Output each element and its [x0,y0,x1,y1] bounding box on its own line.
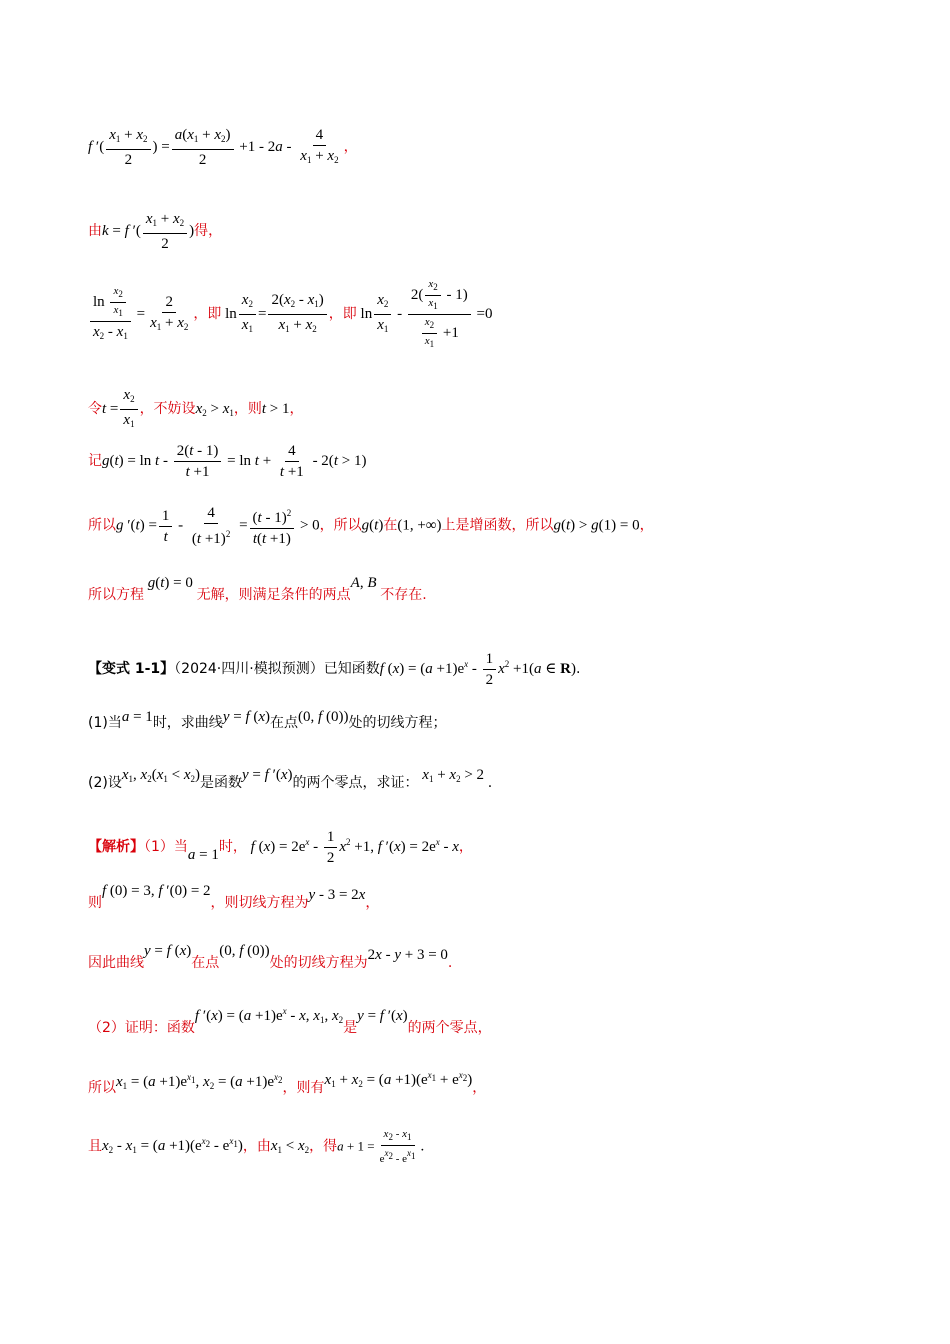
question-1: (1)当a = 1时，求曲线y = f (x)在点(0, f (0))处的切线方程； [88,709,447,731]
log-ratio-line: ln $\frac{x_2}{x_1}$ $x_2 - x_1$ = $\frac{2}{x_1 + x_2}$ ，即 ln $\frac{x_2}{x_1}$ = $\frac{2(x_2 - x_1)}{x_1 + x_2}$ ，即 ln $\frac{x_2}{x_1}$ - 2( $\frac{x_2}{x_1}$ - 1) $\frac{x_2}{x_1}$ +1 =0 [88,278,492,351]
solution-tangent-slope: 则f (0) = 3, f ′(0) = 2，则切线方程为y - 3 = 2x， [88,883,380,911]
solution-part-1: 【解析】（1）当a = 1时， f $(x) = 2e^x$ - $\frac{1}{2}$ $x^2 +1$, f $'(x) = 2e^x - x$， [88,829,473,866]
solution-zero-relations: 所以$x_1 = (a +1)e^{x_1}$, $x_2 = (a +1)e^{x_2}$，则有$x_1 + x_2 = (a +1)(e^{x_1} + e^{x_2})$， [88,1070,487,1096]
question-2: (2)设$x_1$, $x_2(x_1 < x_2)$是函数y = f ′(x)的两个零点，求证： $x_1 + x_2 > 2$ . [88,767,493,791]
substitution-line: 令t = $\frac{x_2}{x_1}$ ，不妨设$x_2 > x_1$，则t > 1， [88,387,304,429]
derivative-midpoint-line: f ′( $\frac{x_1 + x_2}{2}$ ) = $\frac{a(x_1 + x_2)}{2}$ +1 - 2a - $\frac{4}{x_1 + x_2}$ ， [88,127,358,168]
conclusion-line: 所以方程 g(t) = 0 无解，则满足条件的两点A, B 不存在. [88,575,427,603]
g-definition-line: 记g(t) = ln t - $\frac{2(t - 1)}{t +1}$ = ln t + $\frac{4}{t +1}$ - 2(t > 1) [88,443,367,480]
variant-problem: 【变式 1-1】（2024·四川·模拟预测）已知函数f $(x) = (a +1)e^x$ - $\frac{1}{2}$ $x^2 +1(a$ ∈ R). [88,651,581,688]
solution-a-expression: 且$x_2 - x_1 = (a +1)(e^{x_2} - e^{x_1})$，由$x_1 < x_2$，得a + 1 = $\frac{x_2 - x_1}{e^{x_2} - e^{x_1}}$ . [88,1128,425,1165]
g-derivative-line: 所以g ′(t) = $\frac{1}{t}$ - $\frac{4}{(t +1)^2}$ = $\frac{(t - 1)^2}{t(t +1)}$ > 0，所以g(t)在(1, +∞)上是增函数，所以g(t) > g(1) = 0， [88,505,654,547]
slope-equation-line: 由k = f ′( $\frac{x_1 + x_2}{2}$ )得， [88,211,223,252]
solution-tangent-line: 因此曲线y = f (x)在点(0, f (0))处的切线方程为2x - y + 3 = 0. [88,943,453,971]
solution-part-2: （2）证明：函数f $'(x) = (a +1)e^x - x$, $x_1$, $x_2$是y = f ′(x)的两个零点， [88,1006,492,1036]
